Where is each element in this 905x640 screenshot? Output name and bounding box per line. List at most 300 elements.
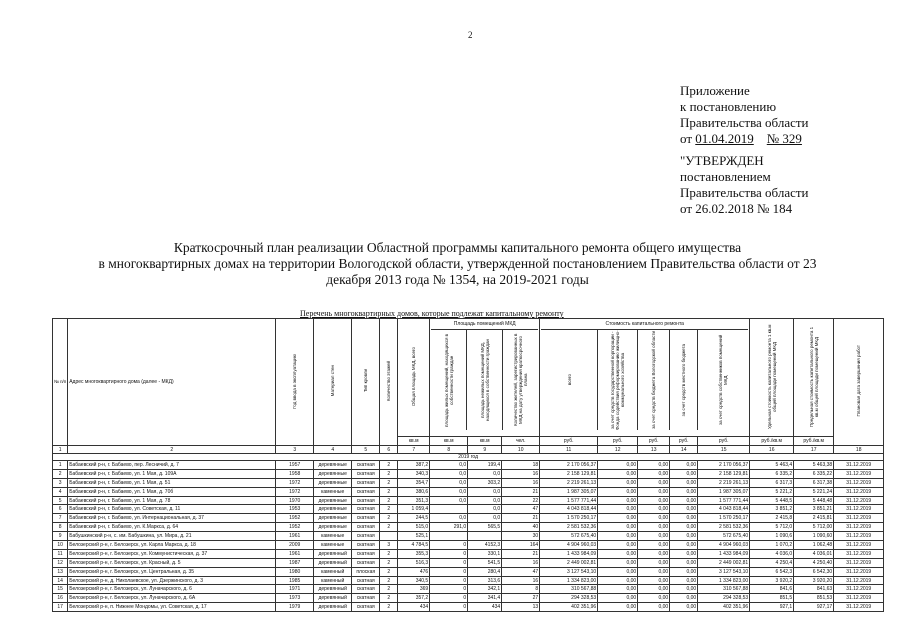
cell-cost: 1 570 250,17: [540, 514, 598, 523]
cell-fund: 0,00: [598, 505, 638, 514]
header-cost-total: всего: [566, 374, 572, 386]
cell-cost: 4 904 960,03: [540, 541, 598, 550]
cell-n: 13: [53, 567, 68, 576]
cell-reg: 0,00: [638, 496, 670, 505]
cell-own: 2 449 002,81: [698, 558, 750, 567]
cell-fl: 2: [380, 523, 398, 532]
cell-mun: 0,00: [670, 558, 698, 567]
cell-cost: 4 043 818,44: [540, 505, 598, 514]
cell-roof: скатная: [352, 514, 380, 523]
cell-reg: 0,00: [638, 576, 670, 585]
cell-mat: каменный: [314, 576, 352, 585]
cell-own: 294 328,53: [698, 594, 750, 603]
cell-mun: 0,00: [670, 505, 698, 514]
cell-date: 31.12.2019: [834, 469, 884, 478]
header-floors: Количество этажей: [380, 319, 398, 446]
cell-ppl: 16: [502, 469, 540, 478]
cell-area: 340,5: [398, 576, 430, 585]
cell-ppl: 18: [502, 461, 540, 470]
title-line: Краткосрочный план реализации Областной программы капитального ремонта общего имущества: [173, 240, 742, 255]
cell-n: 16: [53, 594, 68, 603]
cell-own: 402 351,96: [698, 603, 750, 612]
cell-res: 0: [430, 594, 468, 603]
table-row: [53, 541, 884, 550]
column-number-cell: 12: [598, 446, 638, 454]
cell-ppl: 8: [502, 585, 540, 594]
header-area-total: Общая площадь МКД, всего: [398, 319, 430, 437]
cell-cost: 572 675,40: [540, 532, 598, 541]
cell-mat: деревянные: [314, 505, 352, 514]
cell-n: 6: [53, 505, 68, 514]
cell-nres: 199,4: [468, 461, 502, 470]
cell-nres: [468, 532, 502, 541]
cell-res: 0: [430, 576, 468, 585]
cell-year: 1953: [276, 505, 314, 514]
cell-date: 31.12.2019: [834, 585, 884, 594]
cell-fl: 2: [380, 567, 398, 576]
cell-mat: деревянный: [314, 549, 352, 558]
cell-area: 387,2: [398, 461, 430, 470]
cell-mat: деревянный: [314, 594, 352, 603]
cell-reg: 0,00: [638, 505, 670, 514]
cell-date: 31.12.2019: [834, 514, 884, 523]
cell-roof: скатная: [352, 496, 380, 505]
cell-date: 31.12.2019: [834, 549, 884, 558]
cell-unit: 2 415,8: [750, 514, 794, 523]
cell-own: 1 334 823,00: [698, 576, 750, 585]
table-row: [53, 461, 884, 470]
cell-ppl: 47: [502, 567, 540, 576]
header-unit-cost: Удельная стоимость капитального ремонта 1 кв.м общей площади помещений МКД: [750, 319, 794, 437]
cell-date: 31.12.2019: [834, 496, 884, 505]
unit-cell: руб./кв.м: [750, 437, 794, 446]
cell-own: 3 127 543,10: [698, 567, 750, 576]
cell-fl: 2: [380, 478, 398, 487]
cell-roof: скатная: [352, 487, 380, 496]
cell-cost: 1 577 771,44: [540, 496, 598, 505]
cell-res: 0,0: [430, 514, 468, 523]
cell-mun: 0,00: [670, 567, 698, 576]
cell-unit: 3 920,2: [750, 576, 794, 585]
cell-date: 31.12.2019: [834, 532, 884, 541]
appendix-date: 01.04.2019: [695, 131, 754, 146]
unit-cell: чел.: [502, 437, 540, 446]
cell-addr: Белозерский р-н, п. Нижнее Мондомы, ул. Советская, д. 17: [68, 603, 276, 612]
cell-own: 2 158 129,81: [698, 469, 750, 478]
cell-ppl: 13: [502, 603, 540, 612]
header-max-cost: Предельная стоимость капитального ремонта 1 кв.м общей площади помещений МКД: [794, 319, 834, 437]
cell-unit: 6 335,2: [750, 469, 794, 478]
cell-own: 310 567,88: [698, 585, 750, 594]
cell-roof: скатная: [352, 594, 380, 603]
cell-year: 1961: [276, 532, 314, 541]
table-row: [53, 469, 884, 478]
cell-res: 0,0: [430, 469, 468, 478]
cell-n: 11: [53, 549, 68, 558]
cell-fl: 3: [380, 541, 398, 550]
header-cost-group: Стоимость капитального ремонта всего за счет средств государственной корпорации - Фонда содействия реформированию жилищно-коммунального хозяйства за счет средств бюджета Вологодской области за счет средств местного бюджета за счет средств собственников помещений МКД: [540, 319, 750, 437]
cell-unit: 851,5: [750, 594, 794, 603]
cell-nres: 434: [468, 603, 502, 612]
table-row: [53, 514, 884, 523]
cell-mat: деревянные: [314, 514, 352, 523]
cell-reg: 0,00: [638, 461, 670, 470]
cell-date: 31.12.2019: [834, 576, 884, 585]
year-band-row: [53, 454, 884, 461]
table-row: [53, 594, 884, 603]
table-row: [53, 496, 884, 505]
cell-fl: 2: [380, 514, 398, 523]
cell-max: 841,63: [794, 585, 834, 594]
cell-mat: деревянные: [314, 469, 352, 478]
unit-cell: руб.: [638, 437, 670, 446]
cell-addr: Бабаевский р-н, г. Бабаево, ул. Советская, д. 11: [68, 505, 276, 514]
cell-ppl: 21: [502, 487, 540, 496]
cell-area: 515,0: [398, 523, 430, 532]
cell-fund: 0,00: [598, 567, 638, 576]
cell-nres: 313,6: [468, 576, 502, 585]
table-row: [53, 576, 884, 585]
table-row: [53, 603, 884, 612]
cell-year: 1971: [276, 585, 314, 594]
cell-roof: скатная: [352, 523, 380, 532]
cell-fund: 0,00: [598, 523, 638, 532]
cell-unit: 1 070,2: [750, 541, 794, 550]
unit-cell: кв.м: [430, 437, 468, 446]
cell-date: 31.12.2019: [834, 461, 884, 470]
cell-addr: Бабаевский р-н, г. Бабаево, пер. Лесничий, д. 7: [68, 461, 276, 470]
cell-reg: 0,00: [638, 549, 670, 558]
cell-addr: Бабаевский р-н, г. Бабаево, ул. 1 Мая, д. 51: [68, 478, 276, 487]
cell-addr: Белозерский р-н, г. Белозерск, ул. Красный, д. 5: [68, 558, 276, 567]
cell-reg: 0,00: [638, 532, 670, 541]
cell-own: 2 581 532,36: [698, 523, 750, 532]
cell-n: 9: [53, 532, 68, 541]
cell-max: 3 851,21: [794, 505, 834, 514]
table-row: [53, 478, 884, 487]
column-number-cell: 15: [698, 446, 750, 454]
table-row: [53, 505, 884, 514]
table-row: [53, 567, 884, 576]
column-numbers-row: [53, 446, 884, 454]
cell-year: 1972: [276, 478, 314, 487]
approved-line: "УТВЕРЖДЕН: [680, 153, 764, 168]
header-deadline: Плановая дата завершения работ: [834, 319, 884, 446]
cell-mun: 0,00: [670, 541, 698, 550]
column-number-cell: 3: [276, 446, 314, 454]
cell-fl: 2: [380, 576, 398, 585]
cell-n: 3: [53, 478, 68, 487]
cell-addr: Бабаевский р-н, г. Бабаево, ул. 1 Мая, д. 109А: [68, 469, 276, 478]
column-number-cell: 8: [430, 446, 468, 454]
header-cost-own: за счет средств собственников помещений МКД: [718, 334, 729, 426]
cell-mat: деревянные: [314, 523, 352, 532]
cell-mat: каменный: [314, 567, 352, 576]
cell-own: 572 675,40: [698, 532, 750, 541]
cell-ppl: 22: [502, 496, 540, 505]
column-number-cell: 17: [794, 446, 834, 454]
column-number-cell: 13: [638, 446, 670, 454]
cell-fund: 0,00: [598, 496, 638, 505]
cell-area: 351,3: [398, 496, 430, 505]
cell-mat: деревянные: [314, 496, 352, 505]
cell-ppl: 27: [502, 594, 540, 603]
unit-cell: руб.: [670, 437, 698, 446]
cell-nres: 0,0: [468, 469, 502, 478]
table-row: [53, 523, 884, 532]
cell-reg: 0,00: [638, 523, 670, 532]
cell-addr: Белозерский р-н, г. Белозерск, ул. Центральная, д. 35: [68, 567, 276, 576]
cell-year: 2009: [276, 541, 314, 550]
cell-reg: 0,00: [638, 594, 670, 603]
cell-date: 31.12.2019: [834, 558, 884, 567]
appendix-line: Приложение: [680, 83, 750, 98]
cell-year: 1973: [276, 594, 314, 603]
cell-mun: 0,00: [670, 523, 698, 532]
column-number-cell: 1: [53, 446, 68, 454]
cell-max: 5 712,00: [794, 523, 834, 532]
cell-area: 1 059,4: [398, 505, 430, 514]
cell-cost: 3 127 543,10: [540, 567, 598, 576]
cell-max: 927,17: [794, 603, 834, 612]
cell-mun: 0,00: [670, 576, 698, 585]
cell-fund: 0,00: [598, 585, 638, 594]
cell-ppl: 47: [502, 505, 540, 514]
cell-roof: скатная: [352, 532, 380, 541]
appendix-line: к постановлению: [680, 99, 777, 114]
cell-mun: 0,00: [670, 585, 698, 594]
cell-reg: 0,00: [638, 585, 670, 594]
table-row: [53, 532, 884, 541]
cell-max: 4 250,40: [794, 558, 834, 567]
cell-mat: деревянный: [314, 558, 352, 567]
cell-res: 0: [430, 541, 468, 550]
column-number-cell: 18: [834, 446, 884, 454]
houses-table: [52, 318, 884, 612]
cell-n: 10: [53, 541, 68, 550]
column-number-cell: 14: [670, 446, 698, 454]
cell-nres: 541,5: [468, 558, 502, 567]
cell-reg: 0,00: [638, 469, 670, 478]
cell-area: 516,3: [398, 558, 430, 567]
cell-res: 0: [430, 603, 468, 612]
cell-fund: 0,00: [598, 461, 638, 470]
header-year: Год ввода в эксплуатацию: [276, 319, 314, 446]
cell-res: 0,0: [430, 461, 468, 470]
cell-max: 851,53: [794, 594, 834, 603]
cell-reg: 0,00: [638, 487, 670, 496]
cell-reg: 0,00: [638, 603, 670, 612]
cell-year: 1980: [276, 567, 314, 576]
cell-area: 380,6: [398, 487, 430, 496]
cell-fl: 2: [380, 505, 398, 514]
cell-addr: Белозерский р-н, г. Белозерск, ул. Карла Маркса, д. 18: [68, 541, 276, 550]
cell-n: 4: [53, 487, 68, 496]
approved-line: от 26.02.2018 № 184: [680, 201, 793, 216]
cell-cost: 2 219 261,13: [540, 478, 598, 487]
cell-date: 31.12.2019: [834, 541, 884, 550]
cell-n: 14: [53, 576, 68, 585]
cell-nres: 0,0: [468, 496, 502, 505]
cell-max: 5 221,24: [794, 487, 834, 496]
cell-own: 4 043 818,44: [698, 505, 750, 514]
cell-max: 5 448,48: [794, 496, 834, 505]
cell-n: 8: [53, 523, 68, 532]
cell-own: 1 433 984,09: [698, 549, 750, 558]
cell-nres: 0,0: [468, 487, 502, 496]
cell-n: 15: [53, 585, 68, 594]
cell-res: 0,0: [430, 487, 468, 496]
cell-year: 1958: [276, 469, 314, 478]
cell-area: 357,2: [398, 594, 430, 603]
approved-line: Правительства области: [680, 185, 809, 200]
cell-unit: 5 712,0: [750, 523, 794, 532]
cell-cost: 402 351,96: [540, 603, 598, 612]
cell-fund: 0,00: [598, 603, 638, 612]
cell-fund: 0,00: [598, 558, 638, 567]
year-band: 2019 год: [53, 454, 884, 461]
column-number-cell: 6: [380, 446, 398, 454]
cell-mat: каменные: [314, 532, 352, 541]
cell-year: 1970: [276, 496, 314, 505]
cell-ppl: 164: [502, 541, 540, 550]
cell-res: 291,0: [430, 523, 468, 532]
cell-reg: 0,00: [638, 567, 670, 576]
approved-line: постановлением: [680, 169, 771, 184]
cell-reg: 0,00: [638, 558, 670, 567]
cell-fl: 2: [380, 549, 398, 558]
cell-date: 31.12.2019: [834, 487, 884, 496]
cell-res: 0: [430, 585, 468, 594]
cell-roof: скатная: [352, 541, 380, 550]
cell-n: 1: [53, 461, 68, 470]
cell-mat: деревянные: [314, 478, 352, 487]
cell-own: 1 577 771,44: [698, 496, 750, 505]
page-number: 2: [468, 30, 473, 40]
cell-max: 6 542,30: [794, 567, 834, 576]
cell-fl: 2: [380, 558, 398, 567]
cell-res: 0,0: [430, 478, 468, 487]
cell-roof: скатная: [352, 461, 380, 470]
unit-cell: руб.: [540, 437, 598, 446]
column-number-cell: 11: [540, 446, 598, 454]
cell-mun: 0,00: [670, 461, 698, 470]
cell-unit: 6 317,3: [750, 478, 794, 487]
cell-fund: 0,00: [598, 576, 638, 585]
cell-year: 1957: [276, 461, 314, 470]
column-number-cell: 4: [314, 446, 352, 454]
column-number-cell: 10: [502, 446, 540, 454]
cell-cost: 1 987 305,07: [540, 487, 598, 496]
cell-year: 1972: [276, 487, 314, 496]
cell-date: 31.12.2019: [834, 523, 884, 532]
cell-max: 3 920,20: [794, 576, 834, 585]
cell-mun: 0,00: [670, 478, 698, 487]
cell-max: 2 415,81: [794, 514, 834, 523]
cell-nres: 330,1: [468, 549, 502, 558]
cell-nres: 342,1: [468, 585, 502, 594]
cell-nres: 341,4: [468, 594, 502, 603]
cell-year: 1985: [276, 576, 314, 585]
cell-own: 4 904 960,03: [698, 541, 750, 550]
cell-addr: Бабаевский р-н, г. Бабаево, ул. 1 Мая, д. 78: [68, 496, 276, 505]
cell-fund: 0,00: [598, 469, 638, 478]
cell-own: 1 987 305,07: [698, 487, 750, 496]
header-roof: Тип кровли: [352, 319, 380, 446]
table-row: [53, 487, 884, 496]
cell-fl: 2: [380, 603, 398, 612]
cell-nres: 4152,3: [468, 541, 502, 550]
header-area-nonres: площадь нежилых помещений МКД, находящихся в собственности граждан: [479, 339, 490, 421]
cell-ppl: 16: [502, 478, 540, 487]
cell-ppl: 30: [502, 532, 540, 541]
cell-mat: деревянный: [314, 585, 352, 594]
column-number-cell: 2: [68, 446, 276, 454]
unit-cell: руб.: [698, 437, 750, 446]
cell-res: 0: [430, 549, 468, 558]
appendix-line: Правительства области: [680, 115, 809, 130]
cell-mun: 0,00: [670, 594, 698, 603]
cell-addr: Бабаевский р-н, г. Бабаево, ул. 1 Мая, д. 70б: [68, 487, 276, 496]
header-area-group: Площадь помещений МКД площадь жилых помещений, находящихся в собственности граждан площадь нежилых помещений МКД, находящихся в собственности граждан Количество жителей, зарегистрированных в МКД на дату утверждения краткосрочного плана: [430, 319, 540, 437]
cell-mun: 0,00: [670, 532, 698, 541]
cell-max: 6 335,22: [794, 469, 834, 478]
cell-max: 1 062,48: [794, 541, 834, 550]
unit-cell: руб./кв.м: [794, 437, 834, 446]
cell-nres: 0,0: [468, 514, 502, 523]
cell-roof: скатная: [352, 585, 380, 594]
table-caption: Перечень многоквартирных домов, которые подлежат капитальному ремонту: [300, 309, 564, 318]
document-title: [40, 240, 875, 288]
header-cost-mun: за счет средств местного бюджета: [680, 343, 686, 417]
cell-nres: 303,2: [468, 478, 502, 487]
cell-fund: 0,00: [598, 541, 638, 550]
cell-fund: 0,00: [598, 594, 638, 603]
cell-area: 354,7: [398, 478, 430, 487]
cell-mat: каменные: [314, 487, 352, 496]
cell-area: 476: [398, 567, 430, 576]
cell-n: 7: [53, 514, 68, 523]
cell-year: 1952: [276, 514, 314, 523]
cell-reg: 0,00: [638, 514, 670, 523]
cell-date: 31.12.2019: [834, 567, 884, 576]
cell-mun: 0,00: [670, 514, 698, 523]
cell-date: 31.12.2019: [834, 478, 884, 487]
title-line: в многоквартирных домах на территории Вологодской области, утвержденной постановлением Правительства области от 23: [98, 256, 817, 271]
cell-ppl: 40: [502, 523, 540, 532]
cell-mun: 0,00: [670, 603, 698, 612]
table-header-row: [53, 319, 884, 437]
header-residents: Количество жителей, зарегистрированных в МКД на дату утверждения краткосрочного плана: [513, 333, 529, 427]
cell-res: 0: [430, 558, 468, 567]
cell-max: 5 463,38: [794, 461, 834, 470]
cell-date: 31.12.2019: [834, 603, 884, 612]
cell-fl: [380, 532, 398, 541]
cell-addr: Белозерский р-н, г. Белозерск, ул. Луначарского, д. 6А: [68, 594, 276, 603]
cell-own: 2 219 261,13: [698, 478, 750, 487]
header-cost-fund: за счет средств государственной корпорации - Фонда содействия реформированию жилищно-коммунального хозяйства: [610, 330, 626, 430]
cell-mat: каменные: [314, 541, 352, 550]
cell-fl: 2: [380, 487, 398, 496]
cell-addr: Бабаевский р-н, г. Бабаево, ул. Интернациональная, д. 37: [68, 514, 276, 523]
cell-year: 1961: [276, 549, 314, 558]
cell-mun: 0,00: [670, 487, 698, 496]
cell-mun: 0,00: [670, 496, 698, 505]
header-no: № п/п: [53, 319, 68, 446]
unit-cell: кв.м: [468, 437, 502, 446]
table-row: [53, 558, 884, 567]
cell-fl: 2: [380, 496, 398, 505]
